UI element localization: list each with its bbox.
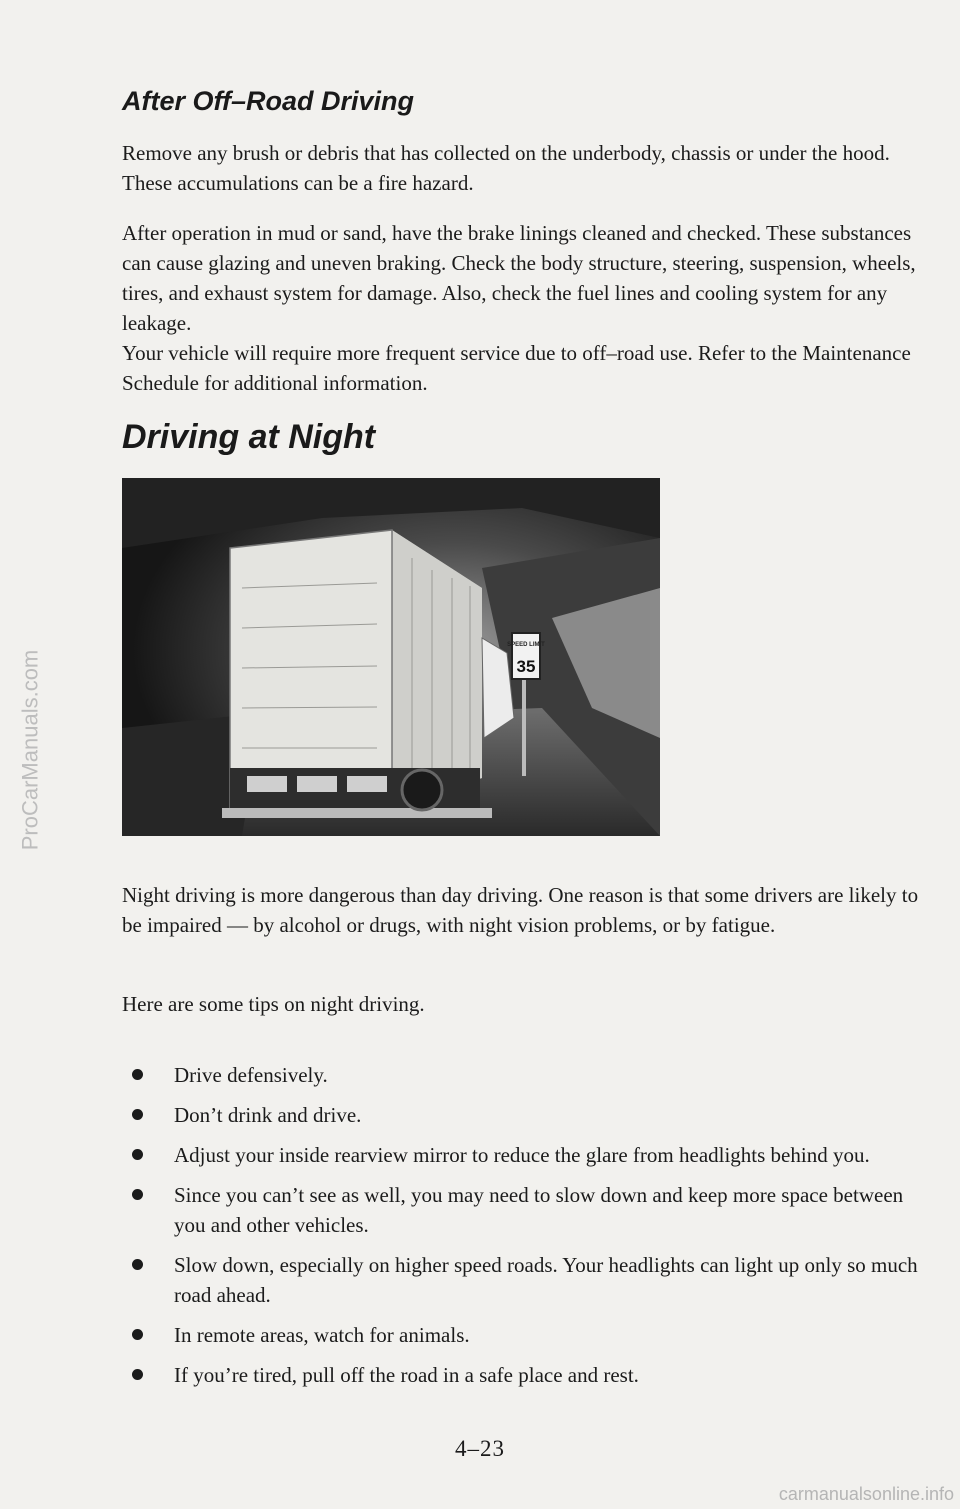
paragraph-mud-sand: After operation in mud or sand, have the brake linings cleaned and checked. These substances can cause glazing and uneven braking. Check the body structure, steering, suspension, wheels, tires, and exhaust system for damage. Also, check the fuel lines and cooling system for any leakage. bbox=[122, 221, 916, 335]
paragraph-night-danger: Night driving is more dangerous than day driving. One reason is that some drivers are likely to be impaired — by alcohol or drugs, with night vision problems, or by fatigue. bbox=[122, 883, 919, 937]
paragraph-tips-intro: Here are some tips on night driving. bbox=[122, 992, 425, 1016]
section-heading-night: Driving at Night bbox=[122, 418, 376, 456]
bullet-icon bbox=[132, 1189, 143, 1200]
bullet-icon bbox=[132, 1109, 143, 1120]
bullet-icon bbox=[132, 1149, 143, 1160]
speed-sign-number: 35 bbox=[516, 657, 536, 676]
list-item: If you’re tired, pull off the road in a safe place and rest. bbox=[122, 1360, 922, 1390]
bullet-icon bbox=[132, 1259, 143, 1270]
list-item: Adjust your inside rearview mirror to reduce the glare from headlights behind you. bbox=[122, 1140, 922, 1170]
side-watermark bbox=[10, 540, 50, 960]
list-item: Don’t drink and drive. bbox=[122, 1100, 922, 1130]
night-driving-tips bbox=[122, 1060, 922, 1390]
page-number: 4–23 bbox=[455, 1436, 505, 1461]
bullet-icon bbox=[132, 1369, 143, 1380]
paragraph-debris: Remove any brush or debris that has collected on the underbody, chassis or under the hood. These accumulations can be a fire hazard. bbox=[122, 141, 890, 195]
section-heading-off-road: After Off–Road Driving bbox=[122, 86, 415, 116]
list-item: Slow down, especially on higher speed roads. Your headlights can light up only so much road ahead. bbox=[122, 1250, 922, 1310]
list-item: Drive defensively. bbox=[122, 1060, 922, 1090]
bullet-icon bbox=[132, 1069, 143, 1080]
speed-sign-top-text: SPEED LIMIT bbox=[507, 642, 545, 648]
bottom-watermark: carmanualsonline.info bbox=[778, 1484, 954, 1504]
side-watermark-text: ProCarManuals.com bbox=[17, 649, 43, 851]
list-item: In remote areas, watch for animals. bbox=[122, 1320, 922, 1350]
night-truck-illustration bbox=[122, 478, 660, 836]
list-item: Since you can’t see as well, you may need to slow down and keep more space between you and other vehicles. bbox=[122, 1180, 922, 1240]
bullet-icon bbox=[132, 1329, 143, 1340]
paragraph-service: Your vehicle will require more frequent service due to off–road use. Refer to the Maintenance Schedule for additional information. bbox=[122, 341, 911, 395]
